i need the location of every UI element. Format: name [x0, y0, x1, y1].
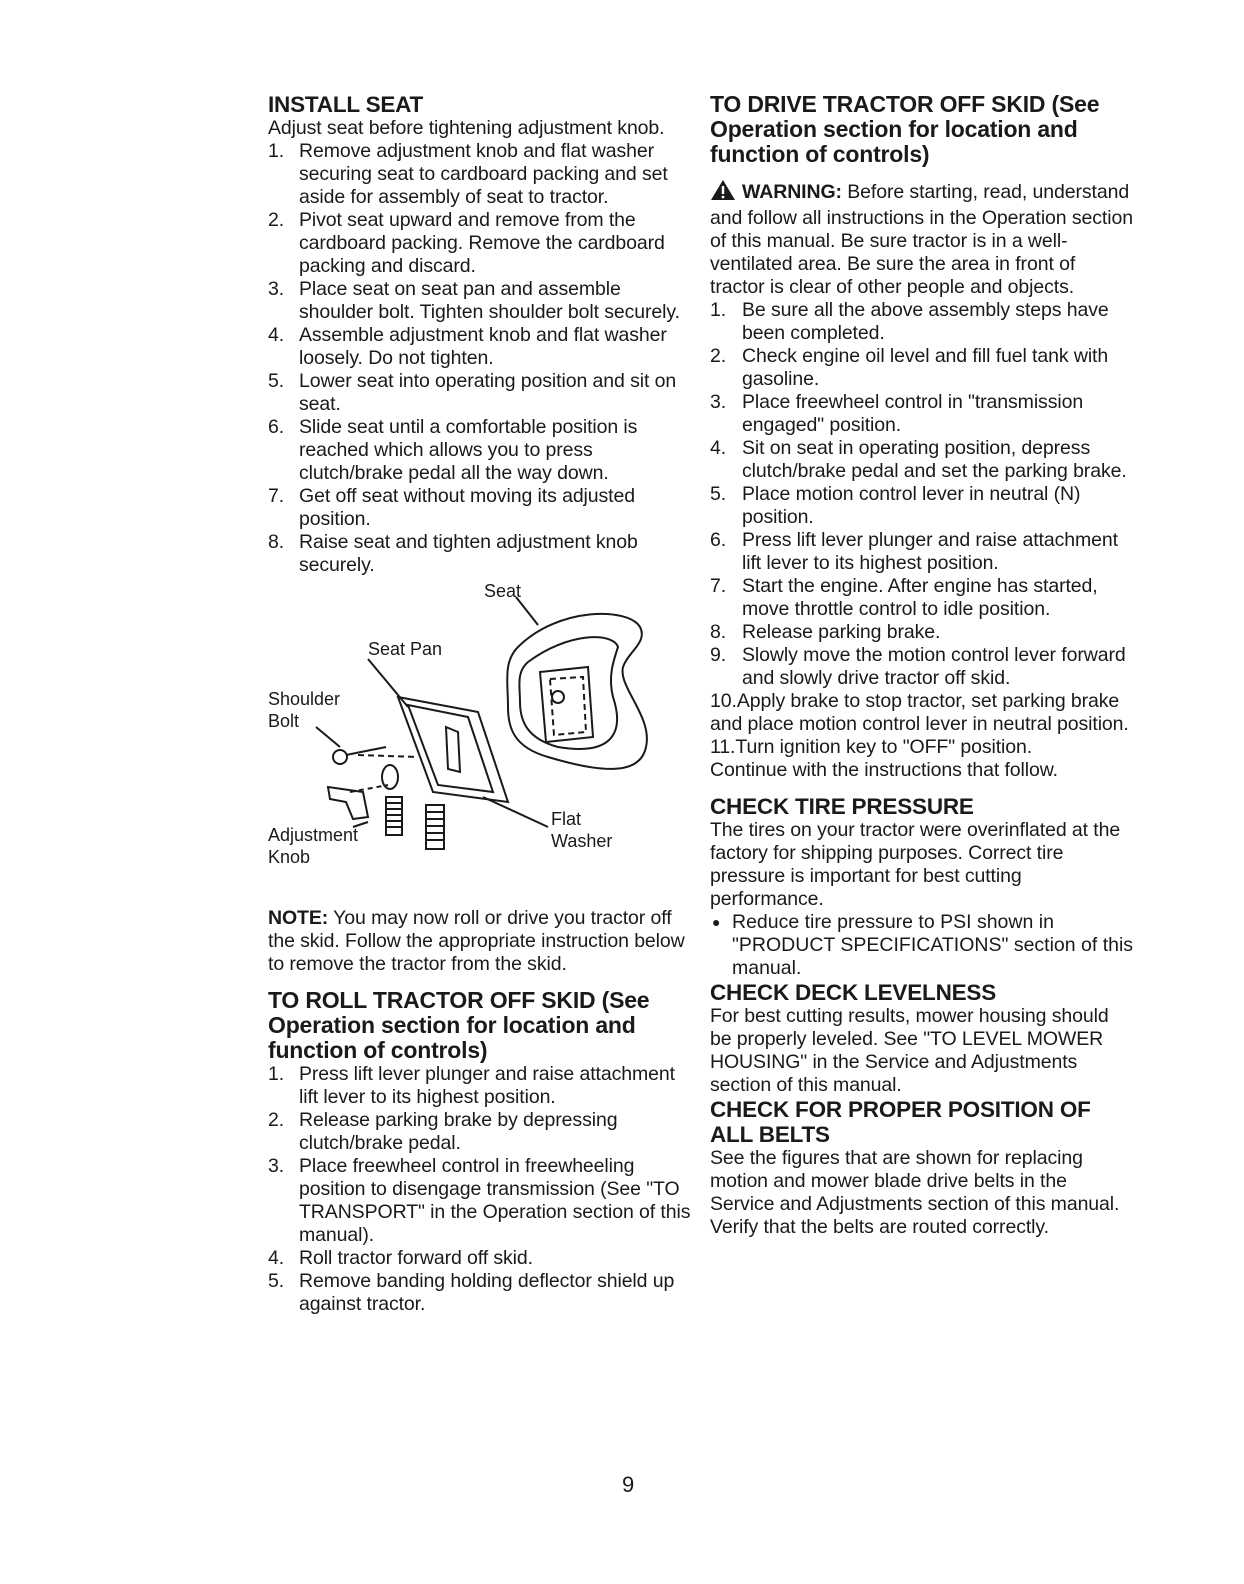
- page-number: 9: [622, 1472, 635, 1497]
- step-number: 10.: [710, 690, 737, 712]
- step-text: Place freewheel control in "transmission engaged" position.: [742, 391, 1084, 436]
- step-number: 3.: [710, 391, 727, 413]
- tire-pressure-text: The tires on your tractor were overinflated at the factory for shipping purposes. Correct tire pressure is important for best cutting performance.: [710, 819, 1121, 910]
- list-item: [268, 324, 693, 370]
- deck-levelness-title: CHECK DECK LEVELNESS: [710, 980, 997, 1005]
- step-text: Press lift lever plunger and raise attachment lift lever to its highest position.: [742, 529, 1118, 574]
- roll-off-title: TO ROLL TRACTOR OFF SKID (See Operation section for location and function of controls): [268, 987, 650, 1063]
- label-flat: Flat: [551, 809, 582, 829]
- step-text: Raise seat and tighten adjustment knob securely.: [299, 531, 638, 576]
- list-item: [268, 370, 693, 416]
- list-item: [268, 1063, 693, 1109]
- belts-title: CHECK FOR PROPER POSITION OF ALL BELTS: [710, 1097, 1091, 1147]
- install-seat-title: INSTALL SEAT: [268, 92, 424, 117]
- step-number: 2.: [268, 209, 285, 231]
- warning-text: Before starting, read, understand and follow all instructions in the Operation section of this manual. Be sure tractor is in a well-ventilated area. Be sure the area in front of tractor is clear of other people and objects.: [710, 181, 1133, 298]
- spring-left: [386, 797, 402, 835]
- step-text: Press lift lever plunger and raise attachment lift lever to its highest position.: [299, 1063, 675, 1108]
- install-seat-steps: [268, 140, 693, 577]
- label-adjustment: Adjustment: [268, 825, 359, 845]
- step-number: 11.: [710, 736, 736, 758]
- roll-off-steps: [268, 1063, 693, 1316]
- step-number: 2.: [268, 1109, 285, 1131]
- step-text: Start the engine. After engine has started, move throttle control to idle position.: [742, 575, 1098, 620]
- belts-text: See the figures that are shown for replacing motion and mower blade drive belts in the Service and Adjustments section of this manual. Verify that the belts are routed correctly.: [710, 1147, 1120, 1238]
- step-text: Slide seat until a comfortable position is reached which allows you to press clutch/brake pedal all the way down.: [299, 416, 638, 484]
- label-seat-pan: Seat Pan: [368, 639, 443, 659]
- list-item: [710, 575, 1135, 621]
- step-text: Remove adjustment knob and flat washer securing seat to cardboard packing and set aside for assembly of seat to tractor.: [299, 140, 668, 208]
- step-text: Lower seat into operating position and sit on seat.: [299, 370, 677, 415]
- left-column: [268, 92, 693, 1316]
- label-knob: Knob: [268, 847, 311, 867]
- step-number: 6.: [268, 416, 285, 438]
- note-paragraph: [268, 907, 693, 976]
- label-washer: Washer: [551, 831, 613, 851]
- list-item: [710, 529, 1135, 575]
- seat-assembly-figure: [268, 581, 688, 887]
- list-item: [710, 644, 1135, 690]
- list-item: [710, 299, 1135, 345]
- flat-washer-shape: [382, 765, 398, 789]
- list-item: [268, 1247, 693, 1270]
- step-number: 1.: [268, 140, 285, 162]
- step-text: Assemble adjustment knob and flat washer loosely. Do not tighten.: [299, 324, 667, 369]
- bullet-icon: ●: [712, 914, 721, 930]
- note-label: NOTE:: [268, 907, 329, 929]
- spring-right: [426, 805, 444, 849]
- step-text: Get off seat without moving its adjusted position.: [299, 485, 635, 530]
- step-text: Sit on seat in operating position, depress clutch/brake pedal and set the parking brake.: [742, 437, 1127, 482]
- label-bolt: Bolt: [268, 711, 300, 731]
- step-number: 8.: [268, 531, 285, 553]
- deck-levelness-text: For best cutting results, mower housing should be properly leveled. See "TO LEVEL MOWER HOUSING" in the Service and Adjustments section of this manual.: [710, 1005, 1109, 1096]
- warning-label: WARNING:: [742, 181, 842, 203]
- list-item: [710, 391, 1135, 437]
- list-item: [710, 736, 1135, 759]
- step-text: Release parking brake by depressing clutch/brake pedal.: [299, 1109, 618, 1154]
- list-item: [268, 416, 693, 485]
- step-text: Apply brake to stop tractor, set parking brake and place motion control lever in neutral position.: [710, 690, 1129, 735]
- warning-triangle-icon: [710, 179, 736, 207]
- step-number: 4.: [268, 324, 285, 346]
- step-number: 2.: [710, 345, 727, 367]
- tire-pressure-title: CHECK TIRE PRESSURE: [710, 794, 974, 819]
- step-number: 8.: [710, 621, 727, 643]
- step-number: 5.: [710, 483, 727, 505]
- step-text: Turn ignition key to "OFF" position.: [735, 736, 1033, 758]
- shoulder-bolt-shape: [333, 750, 347, 764]
- right-column: [710, 92, 1135, 1239]
- step-number: 6.: [710, 529, 727, 551]
- list-item: [710, 621, 1135, 644]
- label-seat: Seat: [484, 581, 522, 601]
- step-text: Place seat on seat pan and assemble shoulder bolt. Tighten shoulder bolt securely.: [299, 278, 680, 323]
- seat-shape: [507, 614, 647, 769]
- list-item: [710, 483, 1135, 529]
- list-item: [710, 345, 1135, 391]
- step-text: Be sure all the above assembly steps have been completed.: [742, 299, 1109, 344]
- list-item: [268, 209, 693, 278]
- list-item: [268, 485, 693, 531]
- step-number: 7.: [268, 485, 285, 507]
- step-text: Roll tractor forward off skid.: [299, 1247, 533, 1269]
- list-item: [268, 531, 693, 577]
- drive-off-steps: [710, 299, 1135, 759]
- adjustment-knob-shape: [328, 787, 368, 819]
- step-number: 1.: [710, 299, 727, 321]
- drive-off-title: TO DRIVE TRACTOR OFF SKID (See Operation section for location and function of controls): [710, 91, 1100, 167]
- step-number: 4.: [268, 1247, 285, 1269]
- step-text: Pivot seat upward and remove from the cardboard packing. Remove the cardboard packing and discard.: [299, 209, 665, 277]
- step-number: 3.: [268, 278, 285, 300]
- step-number: 7.: [710, 575, 727, 597]
- label-shoulder: Shoulder: [268, 689, 341, 709]
- list-item: [268, 1109, 693, 1155]
- warning-paragraph: [710, 179, 1135, 299]
- install-seat-intro: Adjust seat before tightening adjustment knob.: [268, 117, 665, 139]
- list-item: [268, 278, 693, 324]
- step-number: 5.: [268, 1270, 285, 1292]
- step-number: 3.: [268, 1155, 285, 1177]
- list-item: ● Reduce tire pressure to PSI shown in "PRODUCT SPECIFICATIONS" section of this manual.: [712, 911, 1134, 979]
- step-number: 9.: [710, 644, 727, 666]
- list-item: [268, 140, 693, 209]
- step-text: Slowly move the motion control lever forward and slowly drive tractor off skid.: [742, 644, 1126, 689]
- step-number: 4.: [710, 437, 727, 459]
- list-item: [710, 690, 1135, 736]
- list-item: [268, 1270, 693, 1316]
- list-item: [710, 437, 1135, 483]
- step-number: 1.: [268, 1063, 285, 1085]
- list-item: [268, 1155, 693, 1247]
- step-number: 5.: [268, 370, 285, 392]
- step-text: Place freewheel control in freewheeling position to disengage transmission (See "TO TRANSPORT" in the Operation section of this manual).: [299, 1155, 691, 1246]
- step-text: Check engine oil level and fill fuel tank with gasoline.: [742, 345, 1109, 390]
- step-text: Remove banding holding deflector shield up against tractor.: [299, 1270, 675, 1315]
- note-text: You may now roll or drive you tractor off the skid. Follow the appropriate instruction below to remove the tractor from the skid.: [268, 907, 685, 975]
- continue-text: Continue with the instructions that follow.: [710, 759, 1058, 781]
- step-text: Place motion control lever in neutral (N) position.: [742, 483, 1081, 528]
- tire-pressure-bullets: [710, 911, 1135, 980]
- step-text: Release parking brake.: [742, 621, 941, 643]
